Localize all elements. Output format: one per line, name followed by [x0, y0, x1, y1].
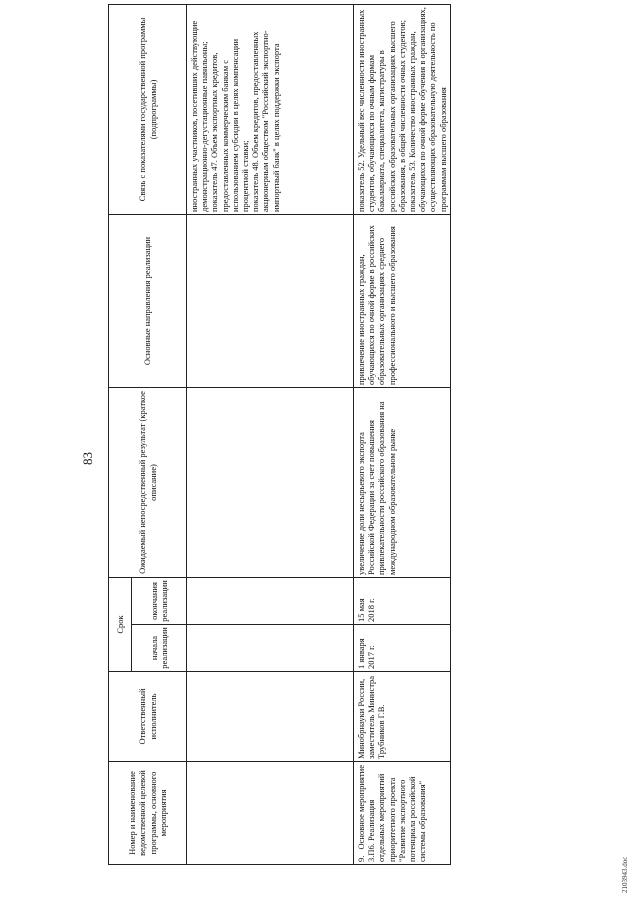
page-number: 83 — [80, 452, 95, 465]
measures-table — [108, 4, 451, 865]
header-number-name: Номер и наименование ведомственной целевой программы, основного мероприятия — [109, 762, 187, 865]
end-date-cell: 15 мая 2018 г. — [354, 578, 451, 625]
measure-name: Основное мероприятие 3.П6. Реализация отдельных мероприятий приоритетного проекта "Развитие экспортного потенциала российской системы образования" — [356, 765, 428, 862]
measure-name-cell — [354, 762, 451, 865]
header-executor: Ответственный исполнитель — [109, 672, 187, 762]
header-term-start: начала реализации — [132, 625, 187, 672]
footer-filename: 2103943.doc — [621, 856, 629, 893]
header-term: Срок — [109, 578, 132, 672]
header-main-directions: Основные направления реализации — [109, 215, 187, 388]
start-date-cell: 1 января 2017 г. — [354, 625, 451, 672]
row-number: 9. — [356, 855, 366, 862]
table-row — [354, 5, 451, 865]
executor-cell: Минобрнауки России, заместитель Министра Трубников Г.В. — [354, 672, 451, 762]
header-expected-result: Ожидаемый непосредственный результат (краткое описание) — [109, 388, 187, 578]
empty-cell — [187, 215, 354, 388]
result-cell: увеличение доли несырьевого экспорта Российской Федерации за счет повышения привлекательности российского образования на международном образовательном рынке — [354, 388, 451, 578]
empty-cell — [187, 388, 354, 578]
link-cell: показатель 52. Удельный вес численности иностранных студентов, обучающихся по очным формам бакалавриата, специалитета, магистратуры в российских образовательных организациях высшего образования, в общей численности очных студентов; показатель 53. Количество иностранных граждан, обучающихся по очной форме обучения в организациях, осуществляющих образовательную деятельность по программам высшего образования — [354, 5, 451, 215]
continuation-link-cell: иностранных участников, посетивших действующие демонстрационно-дегустационные павильоны; показатель 47. Объем экспортных кредитов, предоставленных коммерческим банкам с использованием субсидии в целях компенсации процентной ставки; показатель 48. Объем кредитов, предоставленных акционерным обществом "Российский экспортно-импортный банк" в целях поддержки экспорта — [187, 5, 354, 215]
empty-cell — [187, 578, 354, 625]
empty-cell — [187, 762, 354, 865]
table-header-row — [109, 5, 132, 865]
table-row — [187, 5, 354, 865]
empty-cell — [187, 625, 354, 672]
header-term-end: окончания реализации — [132, 578, 187, 625]
header-program-link: Связь с показателями государственной программы (подпрограммы) — [109, 5, 187, 215]
empty-cell — [187, 672, 354, 762]
directions-cell: привлечение иностранных граждан, обучающихся по очной форме в российских образовательных организациях среднего профессионального и высшего образования — [354, 215, 451, 388]
